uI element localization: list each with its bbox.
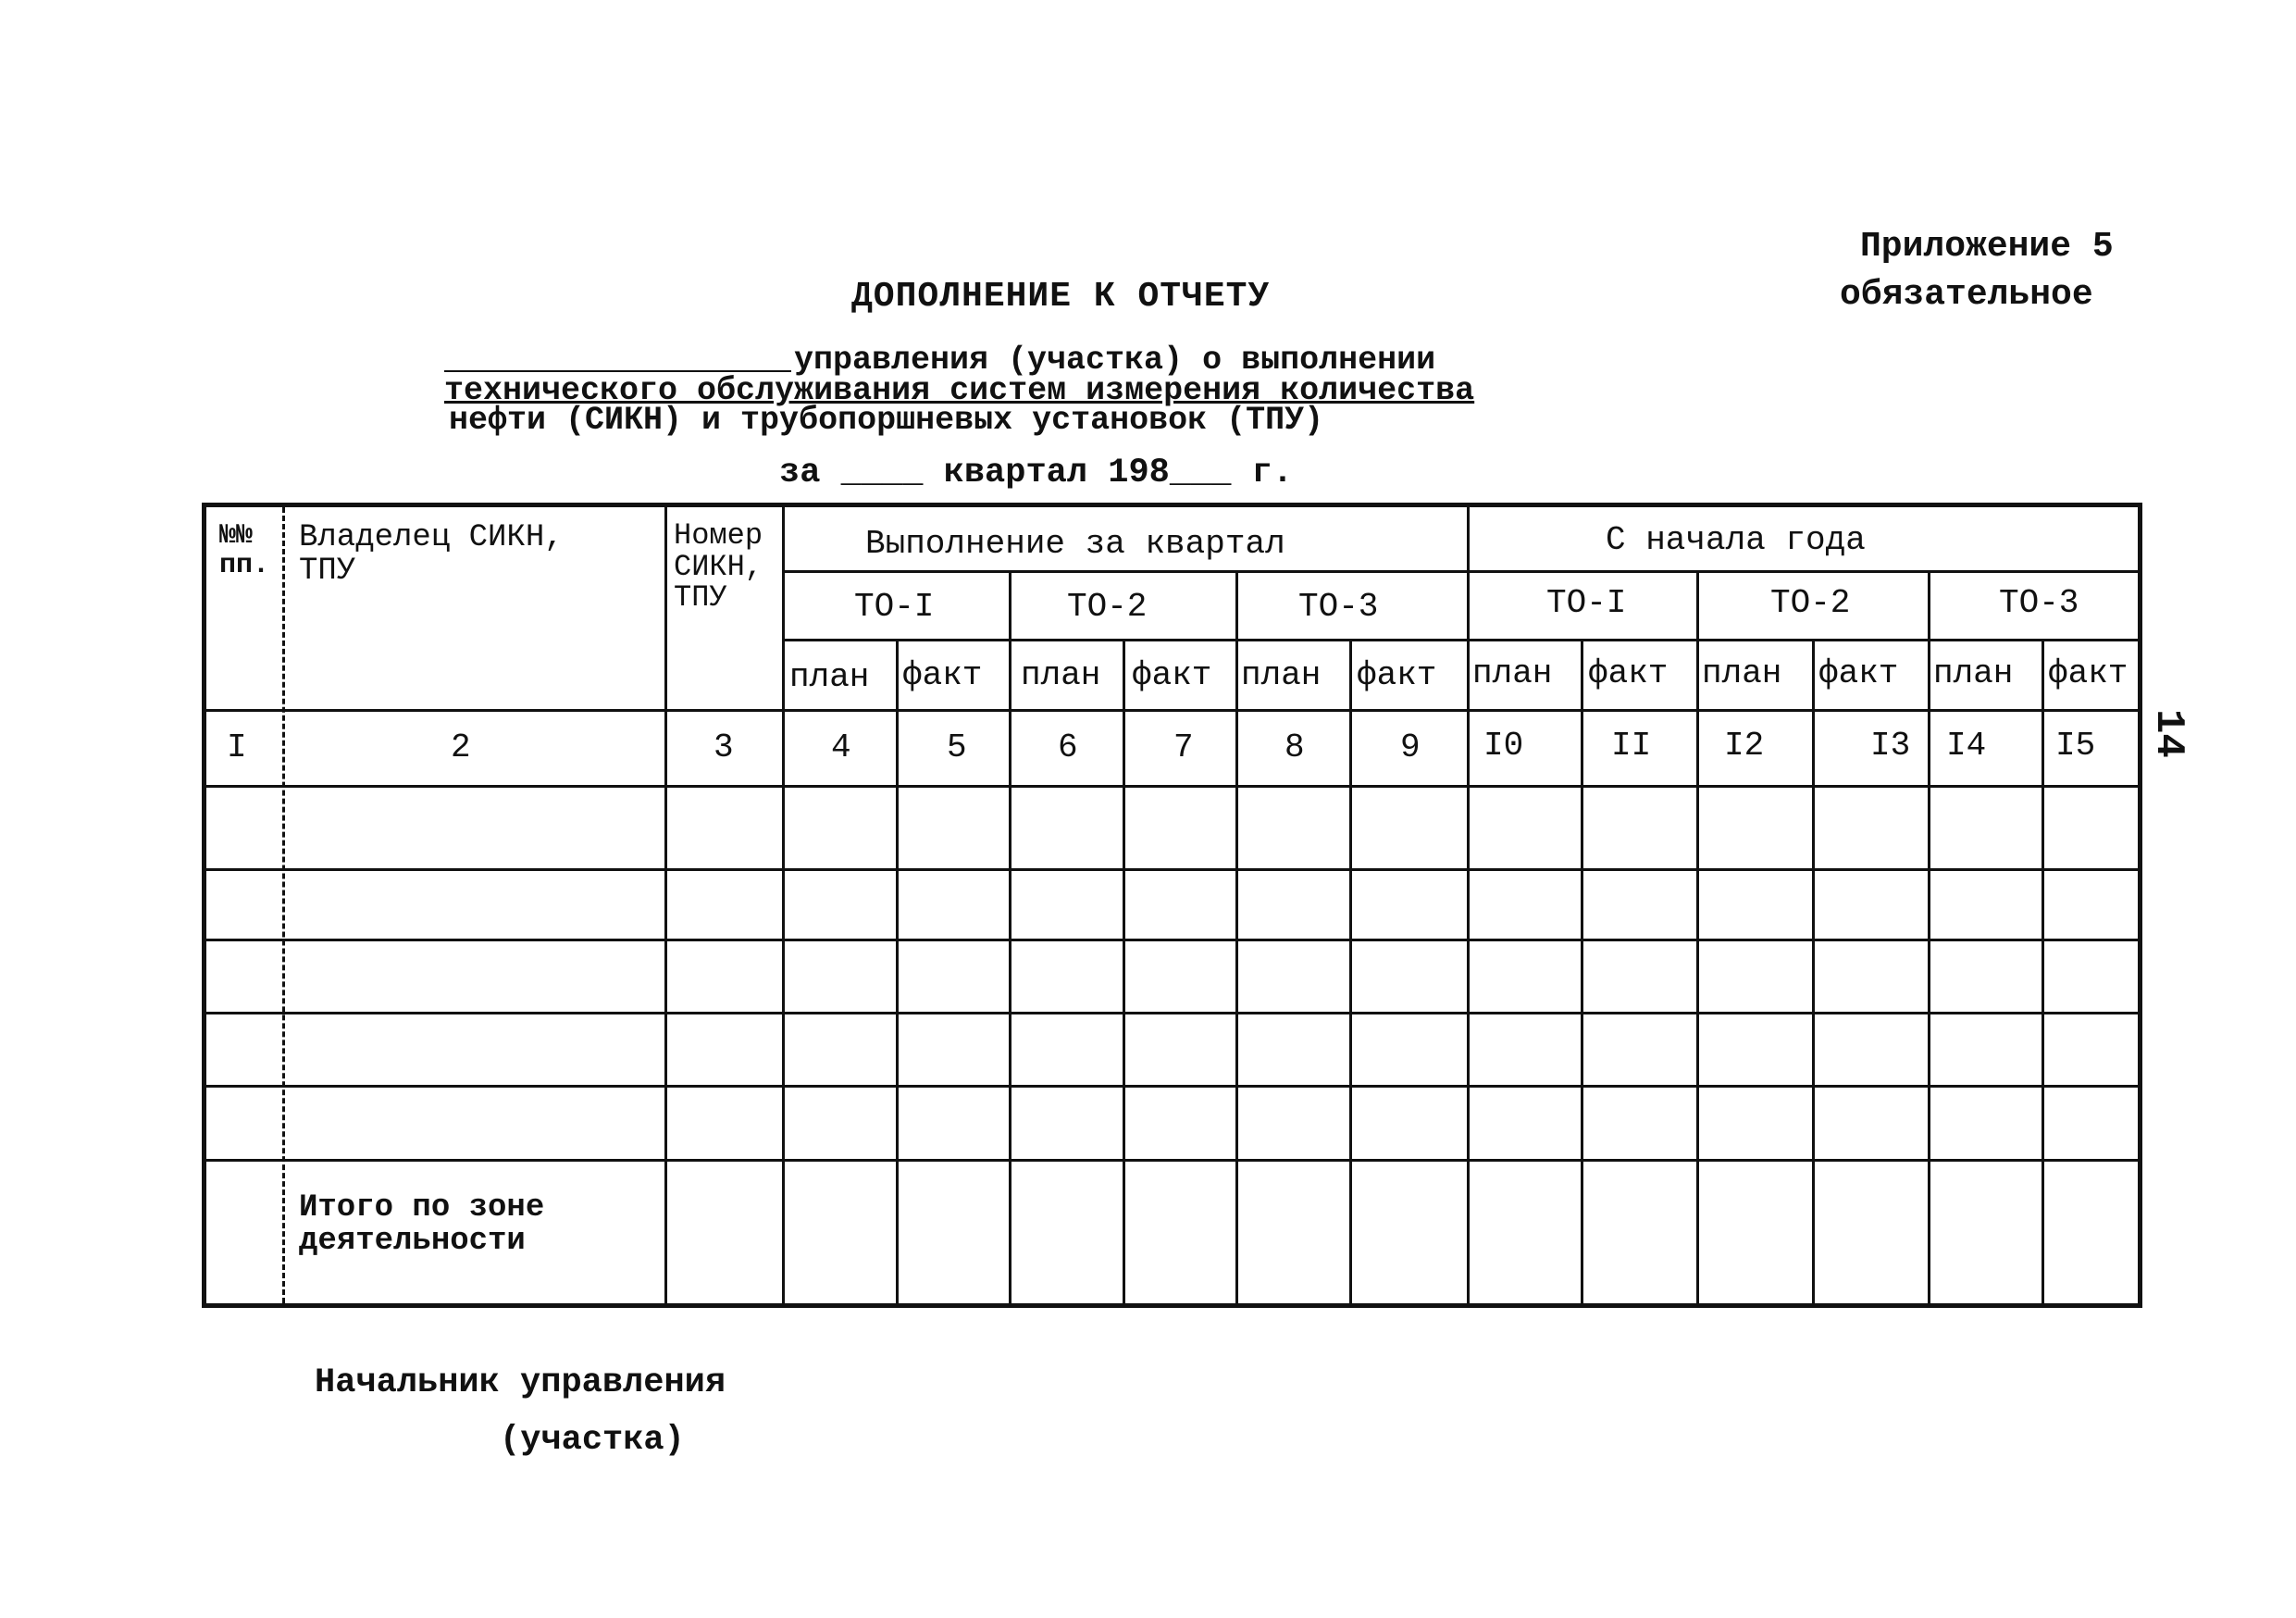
col-line-3: [782, 507, 785, 1303]
header-fact-4: факт: [1588, 654, 1669, 692]
header-quarter-group: Выполнение за квартал: [865, 525, 1285, 563]
header-fact-3: факт: [1357, 656, 1437, 694]
column-number-14: I4: [1946, 727, 1987, 765]
row-line-data-3: [206, 1012, 2142, 1014]
row-line-group: [782, 570, 2142, 573]
header-fact-1: факт: [902, 656, 983, 694]
column-number-8: 8: [1285, 728, 1305, 766]
col-line-9: [1467, 507, 1470, 1303]
header-quarter-to-3: ТО-3: [1298, 588, 1379, 626]
header-plan-6: план: [1933, 654, 2014, 692]
row-line-data-1: [206, 868, 2142, 871]
column-number-5: 5: [947, 728, 967, 766]
header-year-to-1: ТО-I: [1546, 584, 1627, 622]
col-line-7: [1235, 570, 1238, 1303]
subtitle-line-3: нефти (СИКН) и трубопоршневых установок (ТПУ): [449, 402, 1324, 439]
col-line-2: [664, 507, 667, 1303]
column-number-13: I3: [1870, 727, 1911, 765]
report-period: за ____ квартал 198___ г.: [779, 454, 1294, 492]
col-line-8: [1349, 639, 1352, 1303]
col-line-11: [1696, 570, 1699, 1303]
row-line-data-4: [206, 1085, 2142, 1088]
report-table: [202, 503, 2142, 1308]
col-line-14: [2042, 639, 2044, 1303]
column-number-15: I5: [2055, 727, 2096, 765]
total-row-label: Итого по зоне деятельности: [299, 1190, 545, 1259]
header-plan-2: план: [1021, 656, 1101, 694]
signature-subtitle: (участка): [500, 1421, 685, 1460]
column-number-3: 3: [714, 728, 734, 766]
col-line-6: [1123, 639, 1125, 1303]
header-year-to-2: ТО-2: [1770, 584, 1851, 622]
header-plan-3: план: [1241, 656, 1322, 694]
header-row-number: №№ пп.: [219, 520, 270, 581]
column-number-6: 6: [1058, 728, 1078, 766]
col-line-1: [282, 507, 285, 1303]
header-fact-5: факт: [1818, 654, 1899, 692]
appendix-type: обязательное: [1840, 275, 2093, 315]
header-year-group: С начала года: [1606, 521, 1866, 559]
header-quarter-to-1: ТО-I: [854, 588, 935, 626]
col-line-5: [1009, 570, 1011, 1303]
header-system-number: Номер СИКН, ТПУ: [674, 518, 763, 616]
subtitle-line-2: технического обслуживания систем измерения количества: [444, 372, 1475, 409]
header-fact-6: факт: [2048, 654, 2128, 692]
col-line-12: [1812, 639, 1815, 1303]
col-line-4: [896, 639, 899, 1303]
header-plan-4: план: [1472, 654, 1553, 692]
header-year-to-3: ТО-3: [1999, 584, 2079, 622]
subtitle-line-1: управления (участка) о выполнении: [794, 342, 1436, 379]
header-quarter-to-2: ТО-2: [1067, 588, 1148, 626]
document-title: ДОПОЛНЕНИЕ К ОТЧЕТУ: [851, 277, 1271, 317]
row-line-numbers-bottom: [206, 785, 2142, 788]
column-number-10: I0: [1483, 727, 1524, 765]
col-line-10: [1581, 639, 1583, 1303]
header-plan-5: план: [1702, 654, 1782, 692]
header-plan-1: план: [789, 658, 870, 696]
column-number-11: II: [1611, 727, 1652, 765]
column-number-1: I: [227, 728, 247, 766]
column-number-7: 7: [1173, 728, 1194, 766]
appendix-label: Приложение 5: [1860, 227, 2114, 267]
row-line-to: [782, 639, 2142, 641]
row-line-header-bottom: [206, 709, 2142, 712]
row-line-data-5: [206, 1159, 2142, 1162]
column-number-2: 2: [451, 728, 471, 766]
col-line-13: [1928, 570, 1930, 1303]
header-owner: Владелец СИКН, ТПУ: [299, 520, 564, 589]
column-number-4: 4: [831, 728, 851, 766]
column-number-9: 9: [1400, 728, 1421, 766]
page-number: 14: [2145, 709, 2191, 758]
column-number-12: I2: [1724, 727, 1765, 765]
row-line-data-2: [206, 939, 2142, 941]
header-fact-2: факт: [1132, 656, 1212, 694]
signature-title: Начальник управления: [315, 1363, 726, 1402]
